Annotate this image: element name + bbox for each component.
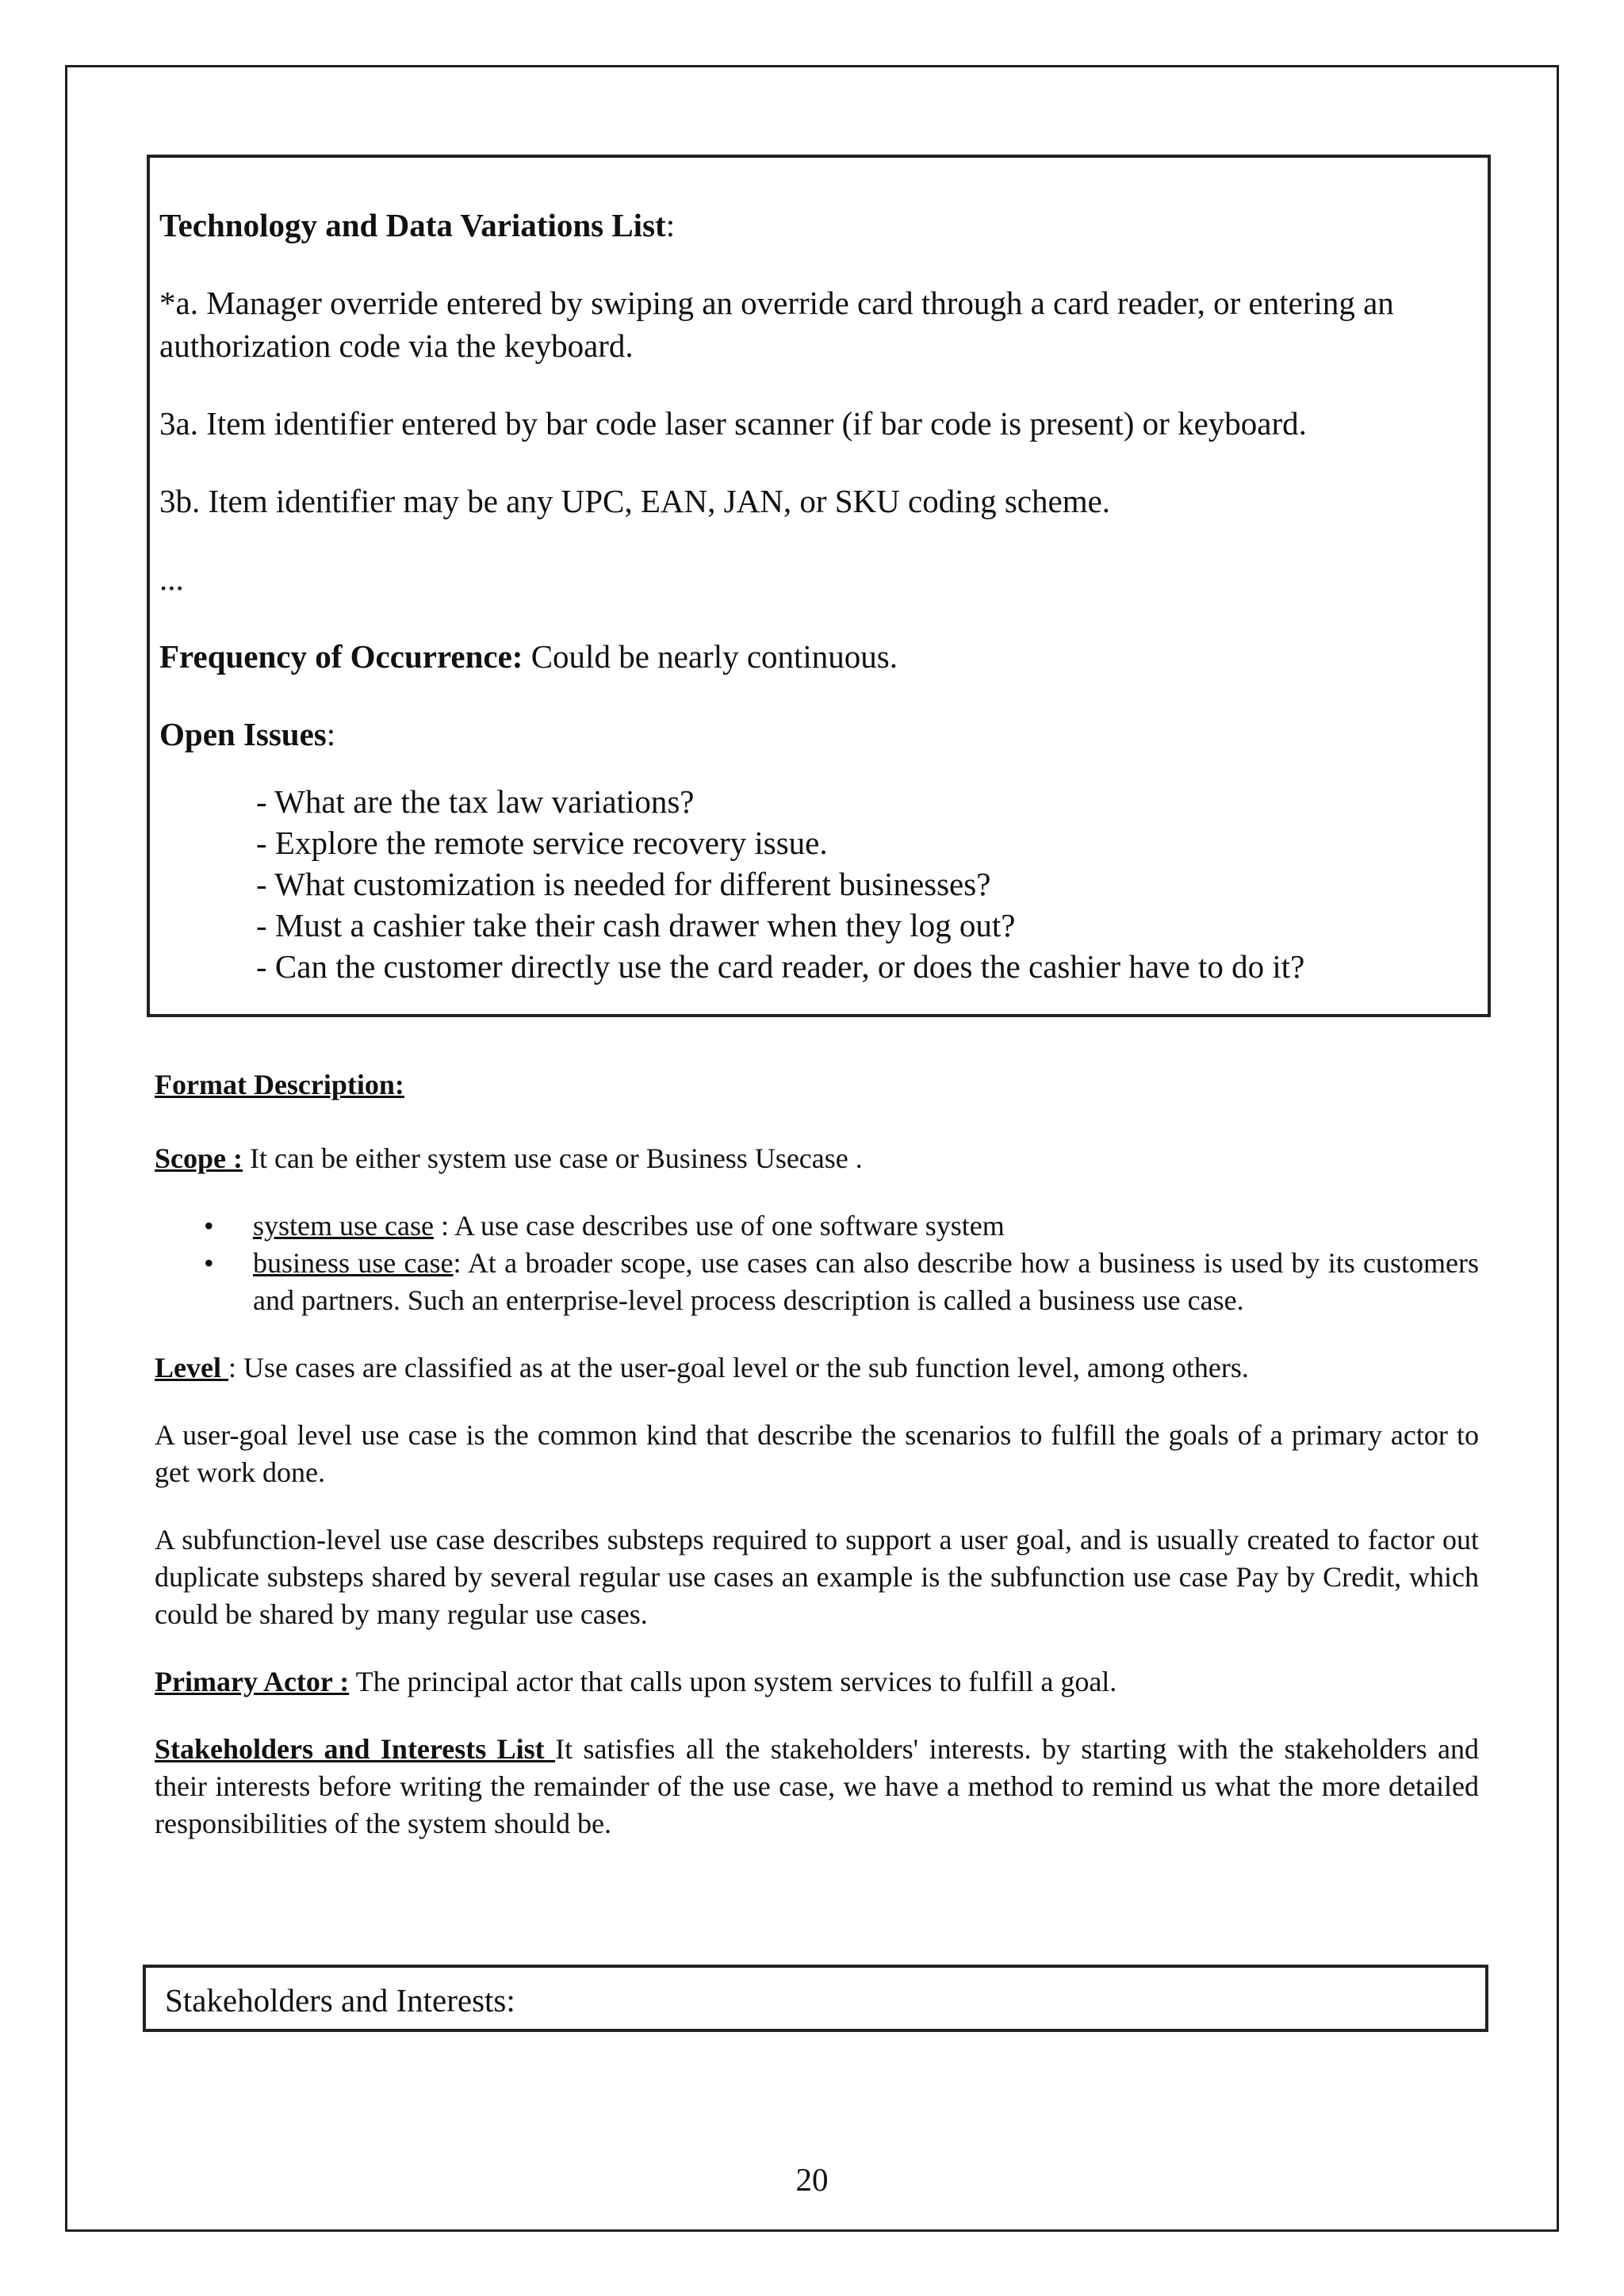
use-case-box xyxy=(147,155,1491,1017)
level-paragraph: Level : Use cases are classified as at the user-goal level or the sub function level, among others. xyxy=(155,1352,1249,1383)
format-description-section xyxy=(155,1066,1479,1843)
open-issues-list xyxy=(159,781,1464,987)
subfunction-paragraph: A subfunction-level use case describes substeps required to support a user goal, and is usually created to factor out duplicate substeps shared by several regular use cases an example is the subfunction use case Pay by Credit, which could be shared by many regular use cases. xyxy=(155,1524,1479,1630)
tech-item-ellipsis: ... xyxy=(159,561,184,597)
scope-bullet-list xyxy=(155,1207,1479,1319)
list-item: - Can the customer directly use the card reader, or does the cashier have to do it? xyxy=(256,948,1305,985)
open-issues-heading: Open Issues: xyxy=(159,716,336,752)
list-item: - Explore the remote service recovery issue. xyxy=(256,825,828,861)
tech-variations-heading: Technology and Data Variations List: xyxy=(159,207,676,243)
frequency-of-occurrence: Frequency of Occurrence: Could be nearly continuous. xyxy=(159,638,898,675)
stakeholders-box-text: Stakeholders and Interests: xyxy=(165,1982,515,2019)
list-item: - Must a cashier take their cash drawer when they log out? xyxy=(256,907,1016,943)
tech-item: *a. Manager override entered by swiping an override card through a card reader, or entering an authorization code via the keyboard. xyxy=(159,285,1394,364)
list-item: - What are the tax law variations? xyxy=(256,783,695,820)
page-number: 20 xyxy=(795,2161,829,2198)
primary-actor-paragraph: Primary Actor : The principal actor that calls upon system services to fulfill a goal. xyxy=(155,1666,1117,1697)
stakeholders-paragraph: Stakeholders and Interests List It satisfies all the stakeholders' interests. by starting with the stakeholders and their interests before writing the remainder of the use case, we have a method to remind us what the more detailed responsibilities of the system should be. xyxy=(155,1733,1479,1839)
list-item: • system use case : A use case describes use of one software system xyxy=(155,1207,1479,1245)
list-item: - What customization is needed for different businesses? xyxy=(256,866,991,902)
tech-item: 3a. Item identifier entered by bar code laser scanner (if bar code is present) or keyboard. xyxy=(159,405,1307,442)
tech-item: 3b. Item identifier may be any UPC, EAN, JAN, or SKU coding scheme. xyxy=(159,483,1111,519)
user-goal-paragraph: A user-goal level use case is the common kind that describe the scenarios to fulfill the goals of a primary actor to get work done. xyxy=(155,1419,1479,1488)
list-item: • business use case: At a broader scope, use cases can also describe how a business is used by its customers and partners. Such an enterprise-level process description is called a business use case. xyxy=(155,1245,1479,1319)
format-description-heading: Format Description: xyxy=(155,1069,404,1100)
stakeholders-box xyxy=(143,1965,1488,2032)
scope-paragraph: Scope : It can be either system use case or Business Usecase . xyxy=(155,1142,863,1174)
